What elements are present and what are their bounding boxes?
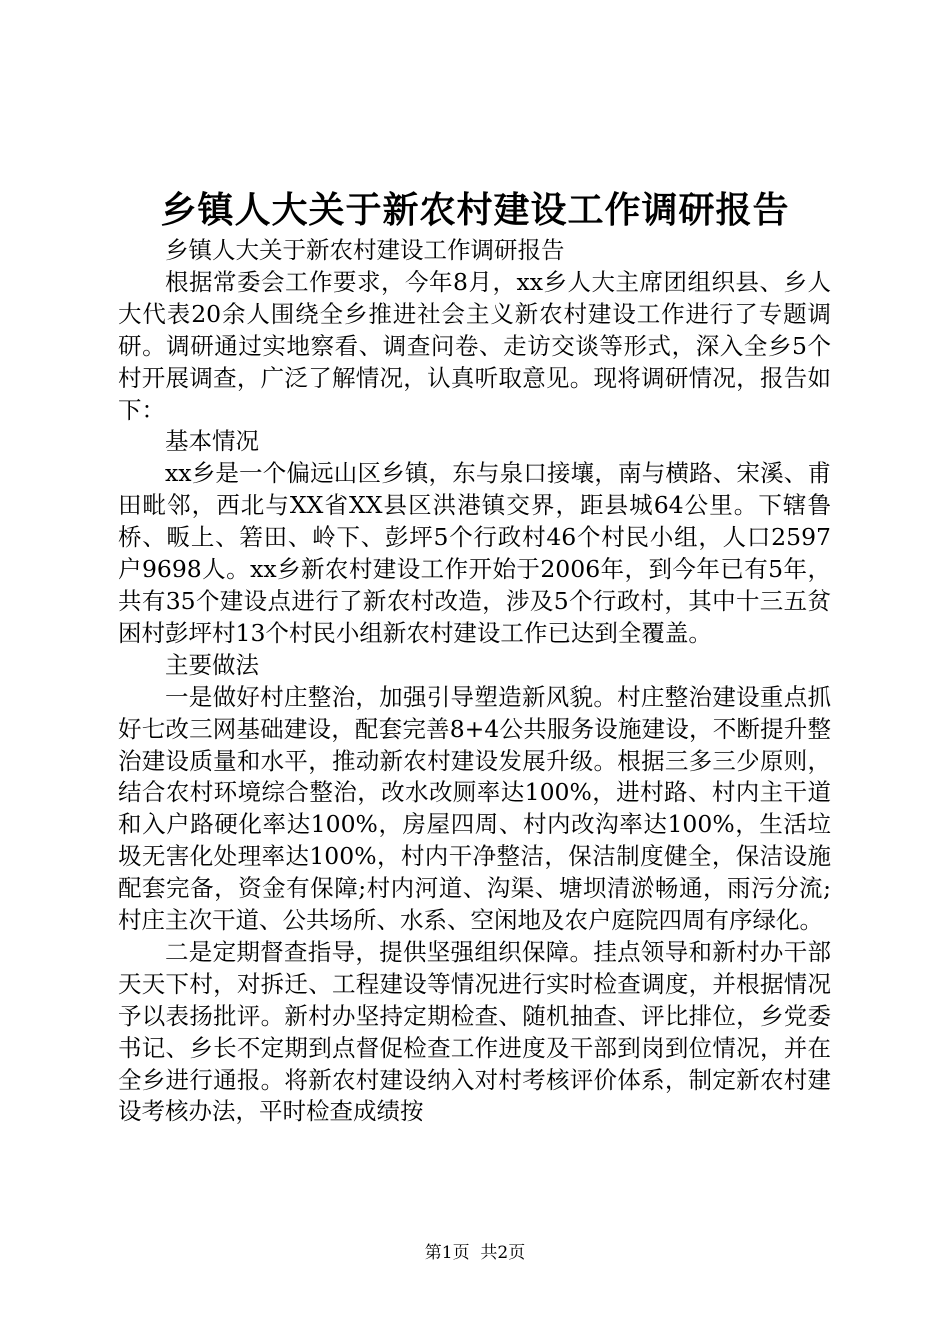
paragraph-subtitle: 乡镇人大关于新农村建设工作调研报告	[165, 236, 565, 264]
document-body	[118, 235, 831, 1128]
document-title: 乡镇人大关于新农村建设工作调研报告	[160, 189, 790, 231]
paragraph-intro: 根据常委会工作要求，今年8月，xx乡人大主席团组织县、乡人大代表20余人围绕全乡推进社会主义新农村建设工作进行了专题调研。调研通过实地察看、调查问卷、走访交谈等形式，深入全乡5个村开展调查，广泛了解情况，认真听取意见。现将调研情况，报告如下：	[118, 267, 831, 424]
page-footer: 第1页 共2页	[424, 1243, 526, 1263]
paragraph-method-2: 二是定期督查指导，提供坚强组织保障。挂点领导和新村办干部天天下村，对拆迁、工程建设等情况进行实时检查调度，并根据情况予以表扬批评。新村办坚持定期检查、随机抽查、评比排位，乡党委书记、乡长不定期到点督促检查工作进度及干部到岗到位情况，并在全乡进行通报。将新农村建设纳入对村考核评价体系，制定新农村建设考核办法，平时检查成绩按	[118, 937, 831, 1126]
paragraph-method-1: 一是做好村庄整治，加强引导塑造新风貌。村庄整治建设重点抓好七改三网基础建设，配套完善8+4公共服务设施建设，不断提升整治建设质量和水平，推动新农村建设发展升级。根据三多三少原则，结合农村环境综合整治，改水改厕率达100%，进村路、村内主干道和入户路硬化率达100%，房屋四周、村内改沟率达100%，生活垃圾无害化处理率达100%，村内干净整洁，保洁制度健全，保洁设施配套完备，资金有保障;村内河道、沟渠、塘坝清淤畅通，雨污分流;村庄主次干道、公共场所、水系、空闲地及农户庭院四周有序绿化。	[118, 682, 831, 935]
section-heading-methods: 主要做法	[165, 650, 259, 679]
section-heading-basic: 基本情况	[165, 427, 259, 456]
paragraph-basic-info: xx乡是一个偏远山区乡镇，东与泉口接壤，南与横路、宋溪、甫田毗邻，西北与XX省XX县区洪港镇交界，距县城64公里。下辖鲁桥、畈上、箬田、岭下、彭坪5个行政村46个村民小组，人口2597户9698人。xx乡新农村建设工作开始于2006年，到今年已有5年，共有35个建设点进行了新农村改造，涉及5个行政村，其中十三五贫困村彭坪村13个村民小组新农村建设工作已达到全覆盖。	[118, 459, 831, 647]
